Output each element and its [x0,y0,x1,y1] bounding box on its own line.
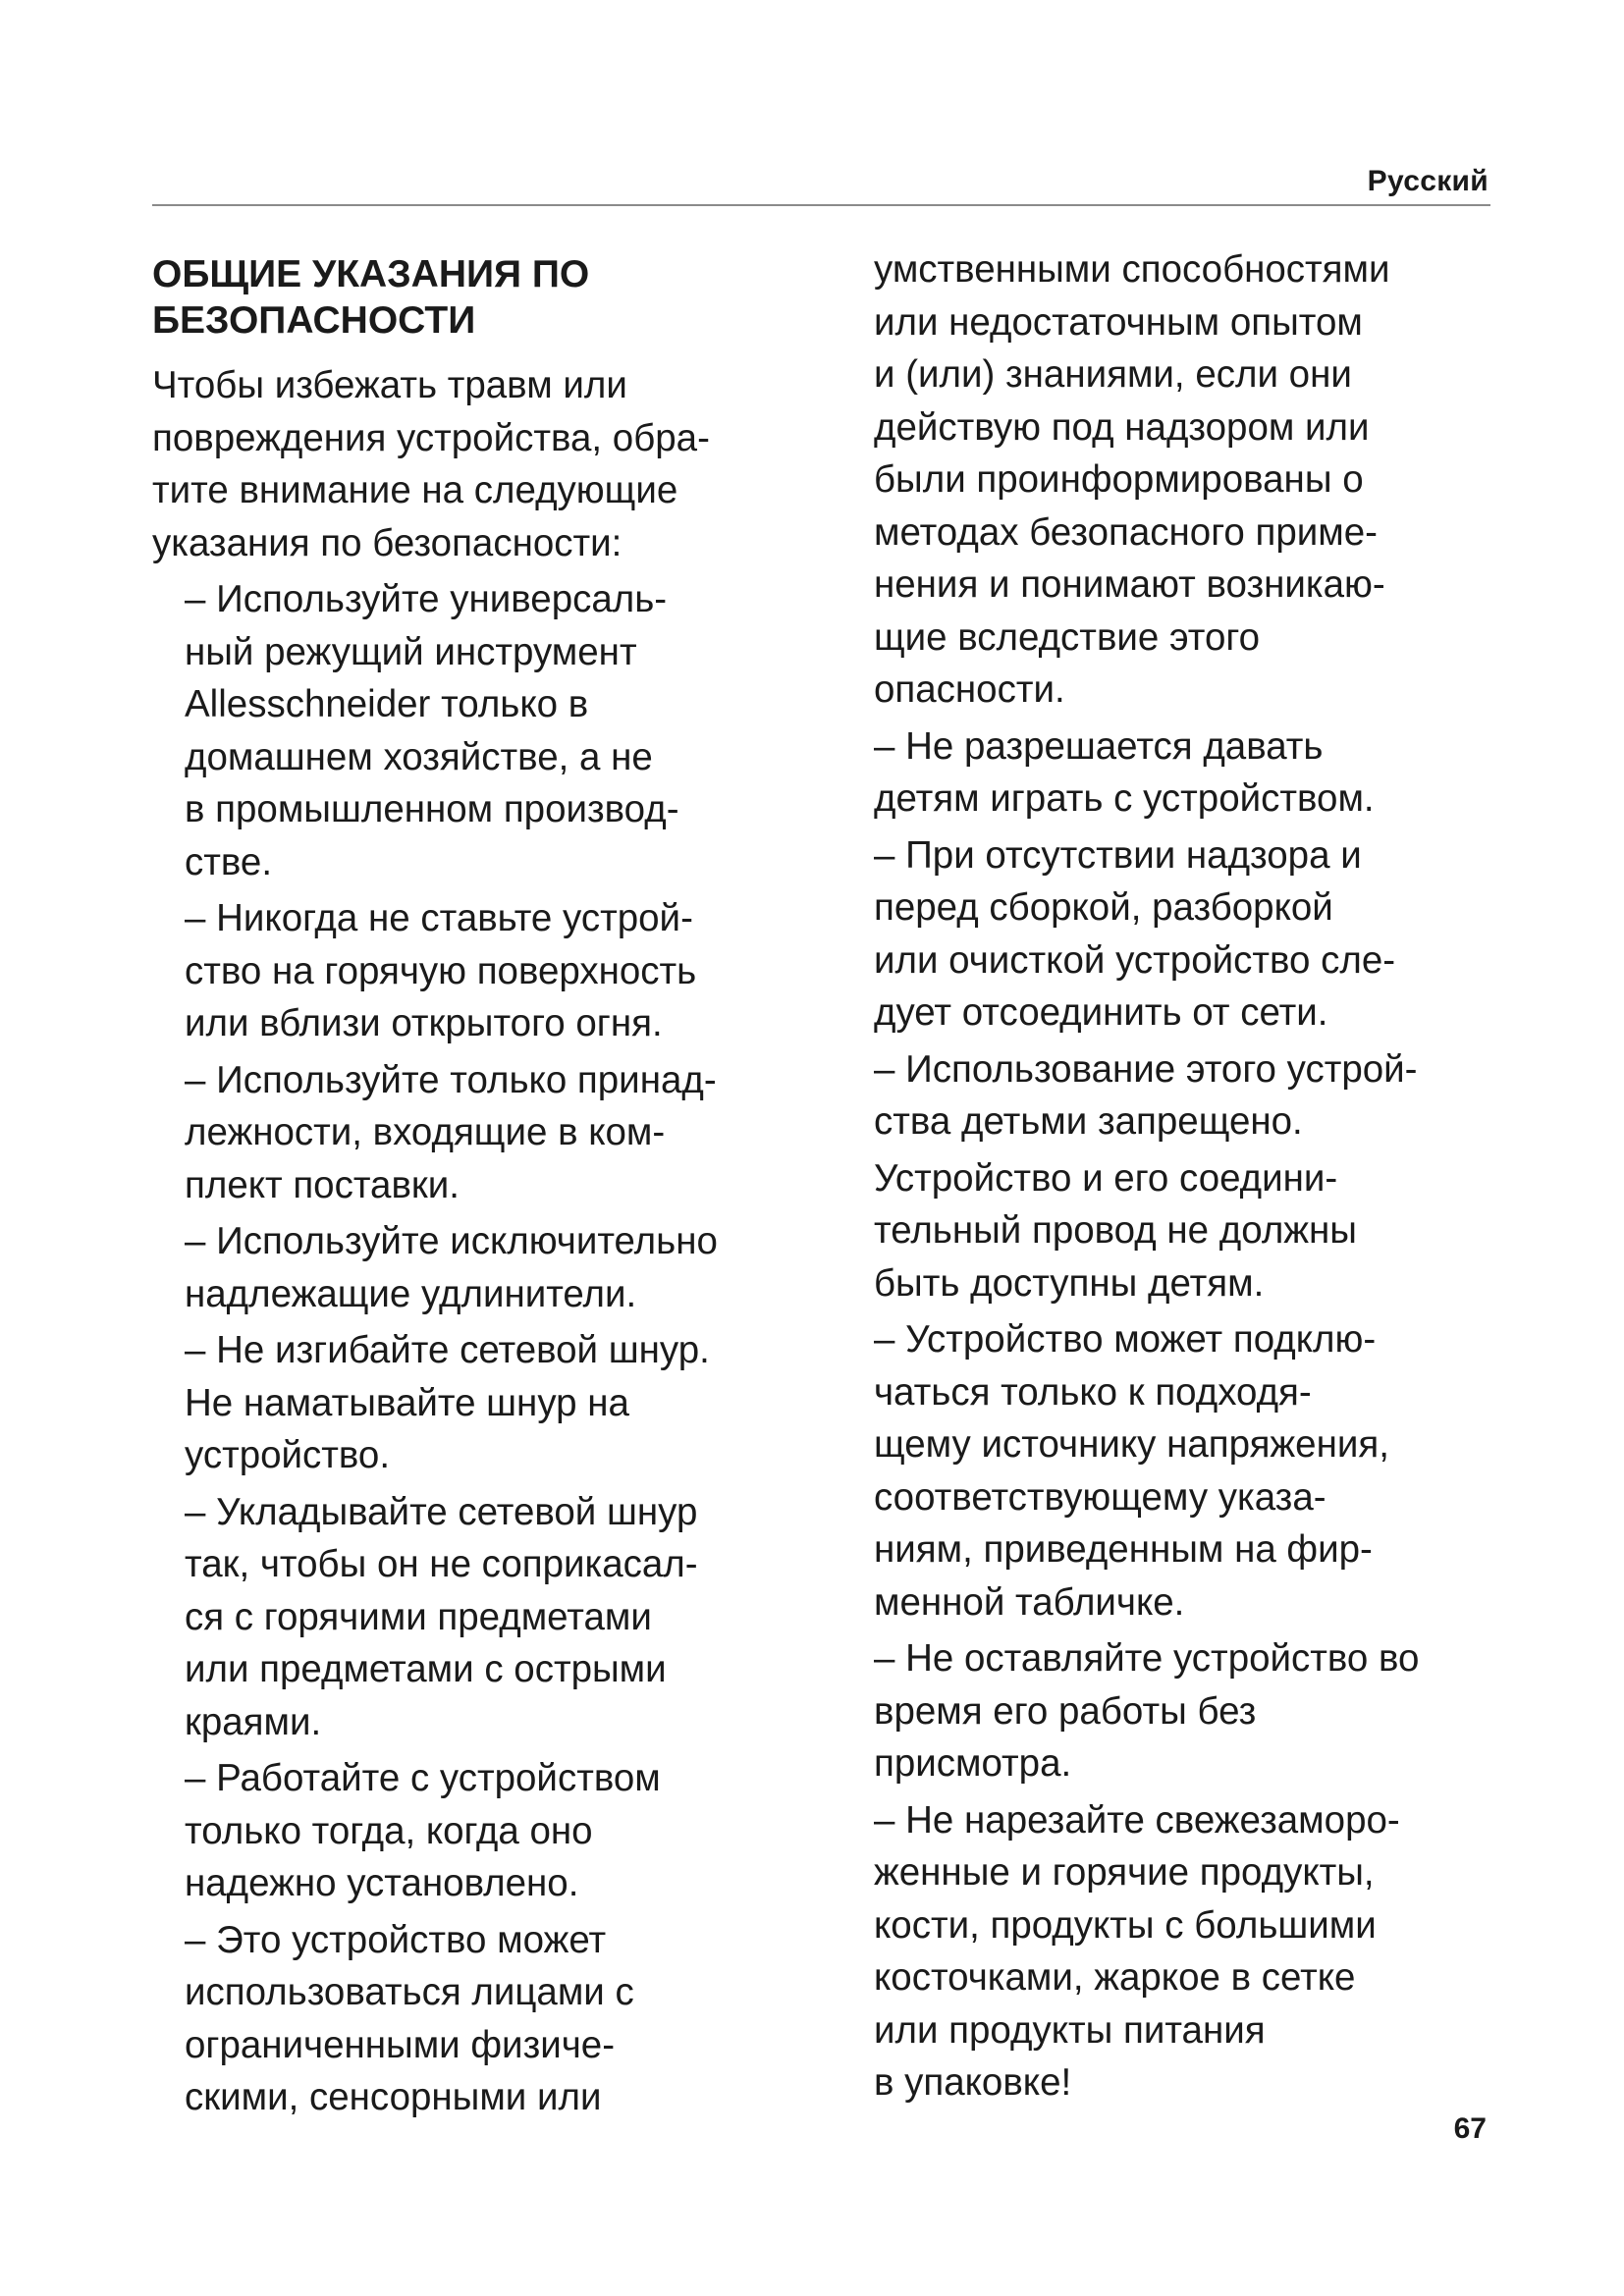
text-line: ограниченными физиче- [185,2023,616,2066]
intro-paragraph [152,359,839,569]
safety-item [185,1324,839,1482]
text-line: – При отсутствии надзора и [874,833,1362,877]
header-divider [152,204,1490,206]
text-line: умственными способностями [874,248,1390,291]
text-line: стве. [185,840,273,883]
text-line: – Не изгибайте сетевой шнур. [185,1329,710,1371]
heading-line: ОБЩИЕ УКАЗАНИЯ ПО [152,253,590,295]
heading-line: БЕЗОПАСНОСТИ [152,299,476,342]
safety-item [874,243,1542,717]
text-line: – Используйте только принад- [185,1058,717,1101]
text-line: чаться только к подходя- [874,1370,1312,1414]
text-line: методах безопасного приме- [874,510,1378,554]
header-language-label: Русский [1367,165,1489,197]
text-line: повреждения устройства, обра- [152,416,710,459]
text-line: – Использование этого устрой- [874,1047,1418,1091]
text-line: тельный провод не должны [874,1209,1357,1252]
safety-item [874,829,1542,1040]
text-line: – Используйте универсаль- [185,578,668,620]
text-line: – Не разрешается давать [874,724,1324,768]
safety-item [874,1632,1542,1790]
text-line: – Это устройство может [185,1918,607,1961]
text-line: ства детьми запрещено. [874,1100,1303,1143]
text-line: или предметами с острыми [185,1648,667,1690]
text-line: в промышленном производ- [185,788,679,830]
safety-item [185,1215,839,1320]
text-line: и (или) знаниями, если они [874,353,1352,396]
left-column [152,243,839,2128]
text-line: – Устройство может подклю- [874,1318,1377,1361]
text-line: – Укладывайте сетевой шнур [185,1490,698,1533]
text-line: или продукты питания [874,2008,1266,2052]
text-line: Не наматывайте шнур на [185,1381,629,1424]
text-line: Allesschneider только в [185,683,589,725]
text-line: ся с горячими предметами [185,1595,652,1638]
text-line: опасности. [874,668,1065,711]
text-line: ство на горячую поверхность [185,949,697,992]
text-line: – Никогда не ставьте устрой- [185,897,693,939]
safety-item [185,1752,839,1910]
text-line: использоваться лицами с [185,1971,634,2013]
text-line: ниям, приведенным на фир- [874,1528,1373,1571]
text-line: соответствующему указа- [874,1475,1326,1519]
text-line: кости, продукты с большими [874,1903,1377,1947]
safety-item [185,1486,839,1749]
safety-item [185,892,839,1050]
safety-item [874,1043,1542,1148]
text-line: надлежащие удлинители. [185,1272,637,1315]
section-heading [152,251,839,344]
text-line: перед сборкой, разборкой [874,886,1333,929]
text-line: – Используйте исключительно [185,1220,718,1262]
text-line: плект поставки. [185,1163,460,1206]
text-line: действую под надзором или [874,405,1370,449]
text-line: в упаковке! [874,2061,1072,2104]
safety-item [874,1794,1542,2109]
text-line: время его работы без [874,1689,1257,1733]
text-line: женные и горячие продукты, [874,1851,1375,1894]
text-line: – Не оставляйте устройство во [874,1637,1420,1680]
text-line: устройство. [185,1434,391,1476]
text-line: дует отсоединить от сети. [874,991,1328,1034]
text-line: так, чтобы он не соприкасал- [185,1543,698,1585]
text-line: лежности, входящие в ком- [185,1111,666,1153]
text-line: косточками, жаркое в сетке [874,1956,1356,1999]
text-line: надежно установлено. [185,1862,579,1904]
safety-item [185,1914,839,2124]
safety-item [874,1313,1542,1629]
text-line: нения и понимают возникаю- [874,563,1385,606]
text-line: были проинформированы о [874,458,1364,501]
text-line: ный режущий инструмент [185,630,637,673]
text-line: скими, сенсорными или [185,2076,602,2118]
text-line: – Работайте с устройством [185,1757,661,1799]
text-line: тите внимание на следующие [152,469,678,511]
text-line: присмотра. [874,1742,1072,1785]
text-line: менной табличке. [874,1580,1185,1624]
safety-item [874,1152,1542,1310]
text-line: краями. [185,1700,322,1743]
text-line: домашнем хозяйстве, а не [185,735,653,778]
text-line: или недостаточным опытом [874,300,1363,344]
text-line: только тогда, когда оно [185,1809,593,1852]
text-line: указания по безопасности: [152,521,623,564]
text-line: Чтобы избежать травм или [152,364,627,406]
text-line: детям играть с устройством. [874,777,1375,820]
text-line: – Не нарезайте свежезаморо- [874,1798,1400,1842]
text-line: щие вследствие этого [874,615,1261,659]
safety-item [185,573,839,888]
safety-item [874,721,1542,826]
text-line: Устройство и его соедини- [874,1156,1338,1200]
text-line: или очисткой устройство сле- [874,938,1396,982]
right-column [874,243,1542,2113]
page-number: 67 [1453,2112,1487,2145]
text-line: щему источнику напряжения, [874,1423,1389,1466]
text-line: быть доступны детям. [874,1261,1265,1305]
safety-item [185,1054,839,1212]
text-line: или вблизи открытого огня. [185,1002,663,1044]
safety-list-left [152,573,839,2124]
